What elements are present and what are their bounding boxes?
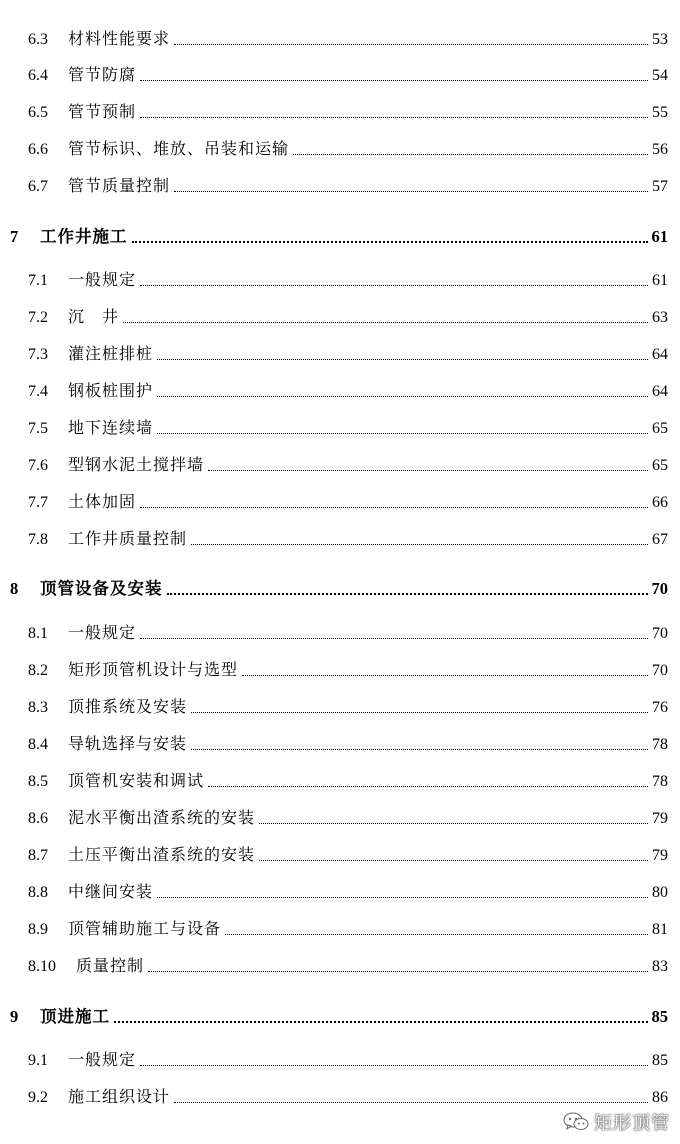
section-number: 7.7: [28, 494, 48, 511]
toc-chapter-entry[interactable]: [0, 577, 680, 601]
toc-entry[interactable]: [0, 955, 680, 979]
page-number: 64: [652, 383, 668, 400]
page-number: 79: [652, 810, 668, 827]
chapter-title: 顶管设备及安装: [40, 579, 163, 598]
dot-leader: [208, 785, 648, 787]
section-title: 一般规定: [68, 1052, 137, 1069]
section-title: 质量控制: [76, 958, 145, 975]
page-number: 53: [652, 31, 668, 48]
toc-chapter-entry[interactable]: [0, 1005, 680, 1029]
section-title: 施工组织设计: [68, 1089, 171, 1106]
section-number: 8.8: [28, 884, 48, 901]
toc-entry[interactable]: [0, 528, 680, 552]
page-number: 61: [651, 227, 668, 246]
page-number: 55: [652, 104, 668, 121]
page-number: 64: [652, 346, 668, 363]
dot-leader: [140, 116, 648, 118]
toc-entry[interactable]: [0, 844, 680, 868]
toc-entry[interactable]: [0, 1086, 680, 1110]
section-title: 顶管机安装和调试: [68, 773, 205, 790]
dot-leader: [140, 637, 648, 639]
page-number: 67: [652, 531, 668, 548]
section-number: 6.5: [28, 104, 48, 121]
toc-entry[interactable]: [0, 454, 680, 478]
section-number: 7.4: [28, 383, 48, 400]
dot-leader: [140, 506, 648, 508]
dot-leader: [114, 1020, 648, 1023]
toc-entry[interactable]: [0, 733, 680, 757]
page-number: 54: [652, 67, 668, 84]
page-number: 85: [651, 1007, 668, 1026]
section-number: 6.6: [28, 141, 48, 158]
page-number: 70: [652, 625, 668, 642]
toc-entry[interactable]: [0, 807, 680, 831]
page-number: 65: [652, 457, 668, 474]
toc-entry[interactable]: [0, 175, 680, 199]
chapter-number: 9: [10, 1007, 19, 1026]
dot-leader: [157, 432, 648, 434]
section-number: 7.5: [28, 420, 48, 437]
toc-entry[interactable]: [0, 380, 680, 404]
toc-entry[interactable]: [0, 659, 680, 683]
dot-leader: [174, 43, 648, 45]
section-title: 土压平衡出渣系统的安装: [68, 847, 256, 864]
toc-entry[interactable]: [0, 28, 680, 52]
section-title: 一般规定: [68, 625, 137, 642]
watermark: [562, 1108, 670, 1136]
dot-leader: [140, 284, 648, 286]
dot-leader: [157, 896, 648, 898]
section-number: 6.3: [28, 31, 48, 48]
chapter-title: 顶进施工: [40, 1007, 110, 1026]
page-number: 83: [652, 958, 668, 975]
section-number: 9.2: [28, 1089, 48, 1106]
toc-entry[interactable]: [0, 343, 680, 367]
section-number: 8.10: [28, 958, 56, 975]
page-number: 78: [652, 736, 668, 753]
section-number: 7.3: [28, 346, 48, 363]
dot-leader: [174, 1101, 648, 1103]
section-title: 导轨选择与安装: [68, 736, 188, 753]
section-title: 材料性能要求: [68, 31, 171, 48]
page-number: 70: [652, 662, 668, 679]
section-number: 6.4: [28, 67, 48, 84]
section-number: 9.1: [28, 1052, 48, 1069]
dot-leader: [225, 933, 648, 935]
page-number: 70: [651, 579, 668, 598]
page-number: 80: [652, 884, 668, 901]
section-number: 8.3: [28, 699, 48, 716]
section-title: 管节预制: [68, 104, 137, 121]
toc-entry[interactable]: [0, 622, 680, 646]
dot-leader: [208, 469, 648, 471]
page-number: 57: [652, 178, 668, 195]
toc-entry[interactable]: [0, 918, 680, 942]
section-number: 8.9: [28, 921, 48, 938]
section-title: 工作井质量控制: [68, 531, 188, 548]
section-number: 8.5: [28, 773, 48, 790]
section-title: 顶管辅助施工与设备: [68, 921, 222, 938]
section-title: 土体加固: [68, 494, 137, 511]
section-title: 中继间安装: [68, 884, 154, 901]
section-number: 7.6: [28, 457, 48, 474]
toc-entry[interactable]: [0, 101, 680, 125]
watermark-text: 矩形顶管: [594, 1113, 670, 1134]
section-title: 矩形顶管机设计与选型: [68, 662, 239, 679]
chapter-number: 8: [10, 579, 19, 598]
section-title: 管节防腐: [68, 67, 137, 84]
section-title: 沉 井: [68, 309, 120, 326]
dot-leader: [293, 153, 648, 155]
toc-entry[interactable]: [0, 491, 680, 515]
section-number: 7.8: [28, 531, 48, 548]
wechat-icon: [562, 1111, 590, 1133]
toc-chapter-entry[interactable]: [0, 225, 680, 249]
section-number: 6.7: [28, 178, 48, 195]
dot-leader: [191, 543, 648, 545]
section-title: 型钢水泥土搅拌墙: [68, 457, 205, 474]
section-number: 8.6: [28, 810, 48, 827]
section-title: 一般规定: [68, 272, 137, 289]
section-title: 顶推系统及安装: [68, 699, 188, 716]
section-number: 8.2: [28, 662, 48, 679]
section-number: 8.1: [28, 625, 48, 642]
toc-entry[interactable]: [0, 696, 680, 720]
page-number: 79: [652, 847, 668, 864]
page-number: 66: [652, 494, 668, 511]
section-title: 管节质量控制: [68, 178, 171, 195]
page-number: 56: [652, 141, 668, 158]
section-title: 管节标识、堆放、吊装和运输: [68, 141, 290, 158]
dot-leader: [242, 674, 648, 676]
chapter-number: 7: [10, 227, 19, 246]
page-number: 76: [652, 699, 668, 716]
dot-leader: [132, 240, 648, 243]
toc-entry[interactable]: [0, 1049, 680, 1073]
section-title: 钢板桩围护: [68, 383, 154, 400]
dot-leader: [140, 79, 648, 81]
toc-entry[interactable]: [0, 64, 680, 88]
dot-leader: [191, 711, 648, 713]
toc-entry[interactable]: [0, 770, 680, 794]
page-number: 63: [652, 309, 668, 326]
dot-leader: [157, 358, 648, 360]
section-title: 地下连续墙: [68, 420, 154, 437]
toc-entry[interactable]: [0, 306, 680, 330]
chapter-title: 工作井施工: [40, 227, 128, 246]
section-number: 7.1: [28, 272, 48, 289]
section-number: 8.4: [28, 736, 48, 753]
dot-leader: [148, 970, 648, 972]
page-number: 65: [652, 420, 668, 437]
page-number: 61: [652, 272, 668, 289]
section-title: 灌注桩排桩: [68, 346, 154, 363]
dot-leader: [167, 592, 648, 595]
page-number: 85: [652, 1052, 668, 1069]
page-number: 86: [652, 1089, 668, 1106]
section-number: 8.7: [28, 847, 48, 864]
toc-entry[interactable]: [0, 417, 680, 441]
dot-leader: [174, 190, 648, 192]
dot-leader: [157, 395, 648, 397]
section-title: 泥水平衡出渣系统的安装: [68, 810, 256, 827]
toc-entry[interactable]: [0, 881, 680, 905]
page-number: 81: [652, 921, 668, 938]
dot-leader: [259, 822, 648, 824]
page-number: 78: [652, 773, 668, 790]
section-number: 7.2: [28, 309, 48, 326]
dot-leader: [191, 748, 648, 750]
toc-entry[interactable]: [0, 138, 680, 162]
toc-entry[interactable]: [0, 269, 680, 293]
dot-leader: [123, 321, 648, 323]
dot-leader: [140, 1064, 648, 1066]
dot-leader: [259, 859, 648, 861]
